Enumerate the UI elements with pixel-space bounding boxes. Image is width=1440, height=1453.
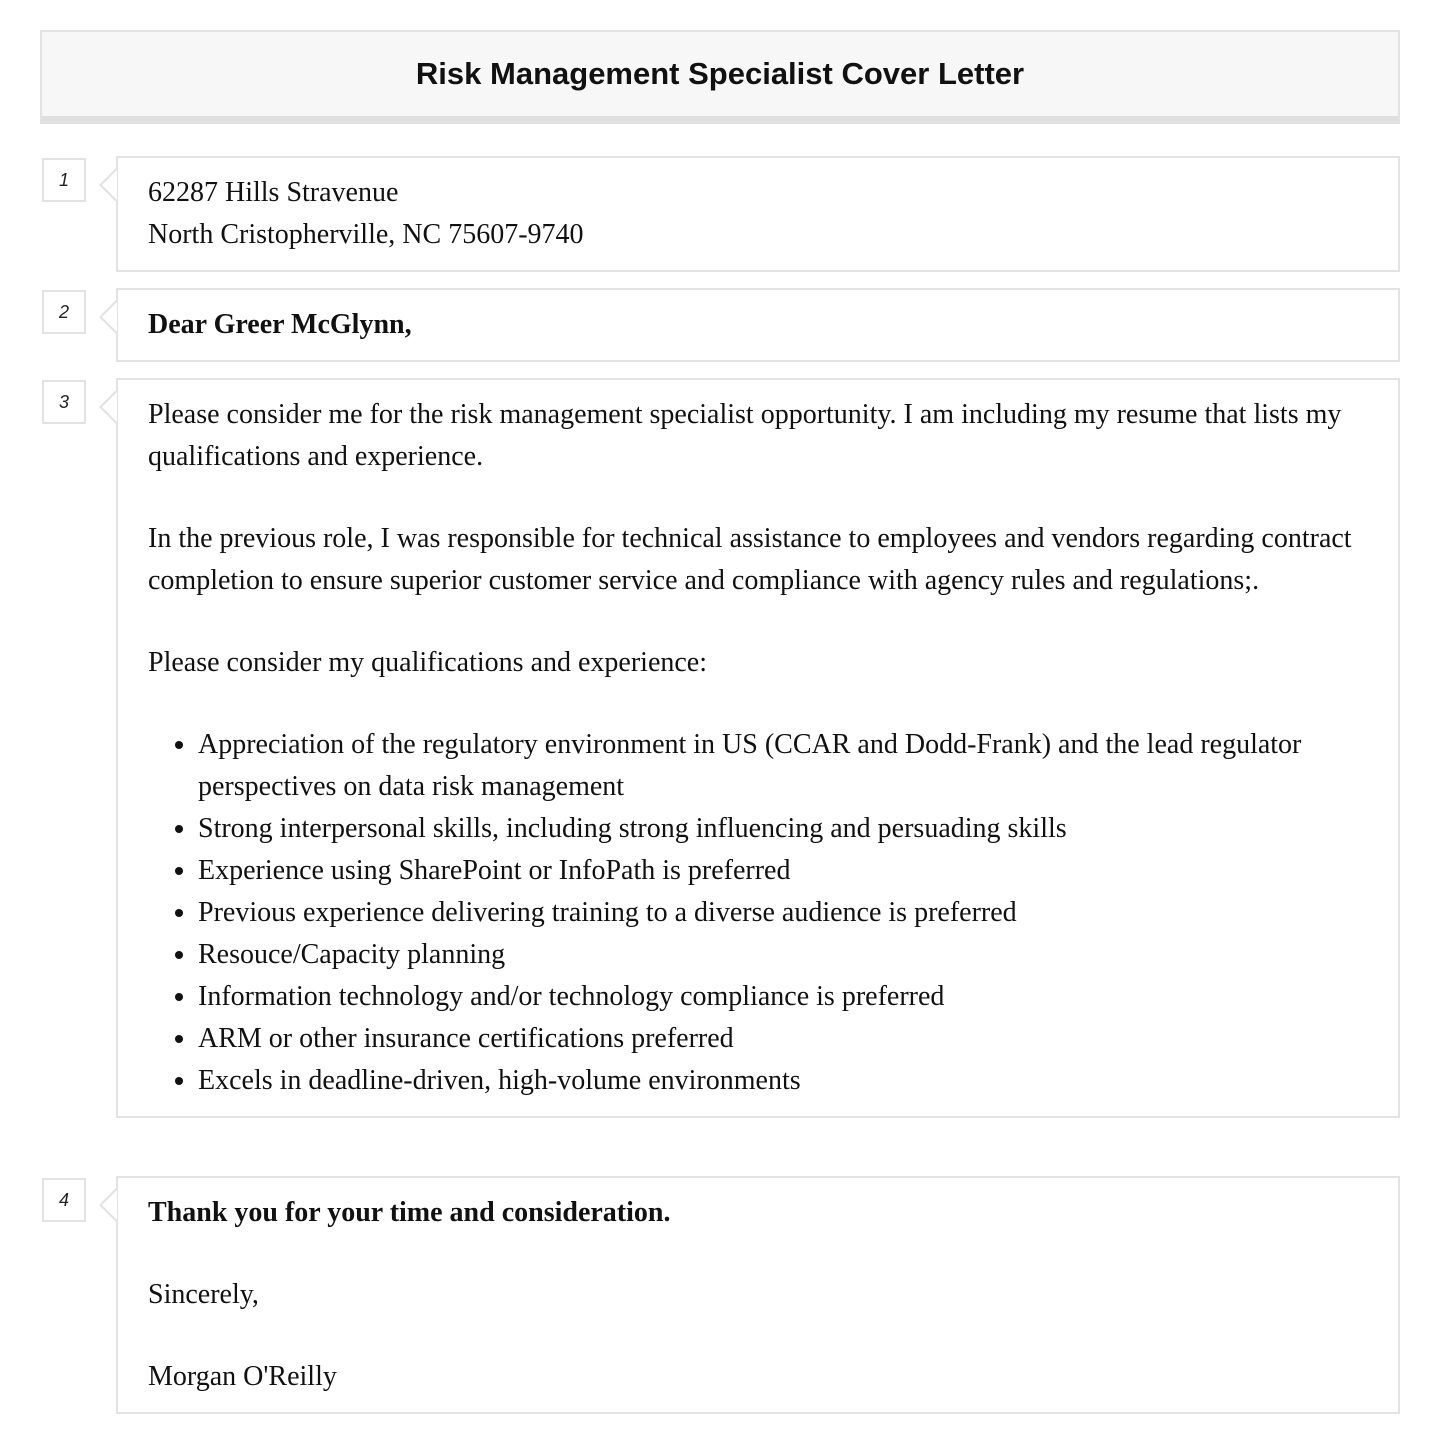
list-item: • Appreciation of the regulatory environment in US (CCAR and Dodd-Frank) and the lead regulator perspectives on data risk management (198, 724, 1368, 808)
list-item: • Experience using SharePoint or InfoPath is preferred (198, 850, 1368, 892)
title-bar (40, 30, 1400, 124)
closing-block (116, 1176, 1400, 1414)
list-item: • ARM or other insurance certifications preferred (198, 1018, 1368, 1060)
signature: Morgan O'Reilly (148, 1361, 337, 1392)
list-item: • Resouce/Capacity planning (198, 934, 1368, 976)
list-item: • Information technology and/or technology compliance is preferred (198, 976, 1368, 1018)
page-title: Risk Management Specialist Cover Letter (415, 56, 1025, 91)
salutation: Dear Greer McGlynn, (148, 309, 412, 340)
qualifications-intro: Please consider my qualifications and experience: (148, 647, 708, 678)
experience-paragraph: In the previous role, I was responsible for technical assistance to employees and vendors regarding contract completion to ensure superior customer service and compliance with agency rules and regulations;. (148, 523, 1352, 596)
body-block (116, 378, 1400, 1118)
list-item: • Excels in deadline-driven, high-volume environments (198, 1060, 1368, 1102)
address-line-1: 62287 Hills Stravenue (148, 177, 399, 208)
intro-paragraph: Please consider me for the risk management specialist opportunity. I am including my resume that lists my qualifications and experience. (148, 399, 1342, 472)
thanks-line: Thank you for your time and consideration. (148, 1197, 671, 1228)
address-block (116, 156, 1400, 272)
section-number: 4 (42, 1178, 86, 1222)
section-number: 1 (42, 158, 86, 202)
list-item: • Strong interpersonal skills, including strong influencing and persuading skills (198, 808, 1368, 850)
list-item: • Previous experience delivering training to a diverse audience is preferred (198, 892, 1368, 934)
closing-line: Sincerely, (148, 1279, 259, 1310)
salutation-block (116, 288, 1400, 362)
qualifications-list (148, 724, 1368, 1102)
section-number: 3 (42, 380, 86, 424)
address-line-2: North Cristopherville, NC 75607-9740 (148, 219, 584, 250)
section-number: 2 (42, 290, 86, 334)
